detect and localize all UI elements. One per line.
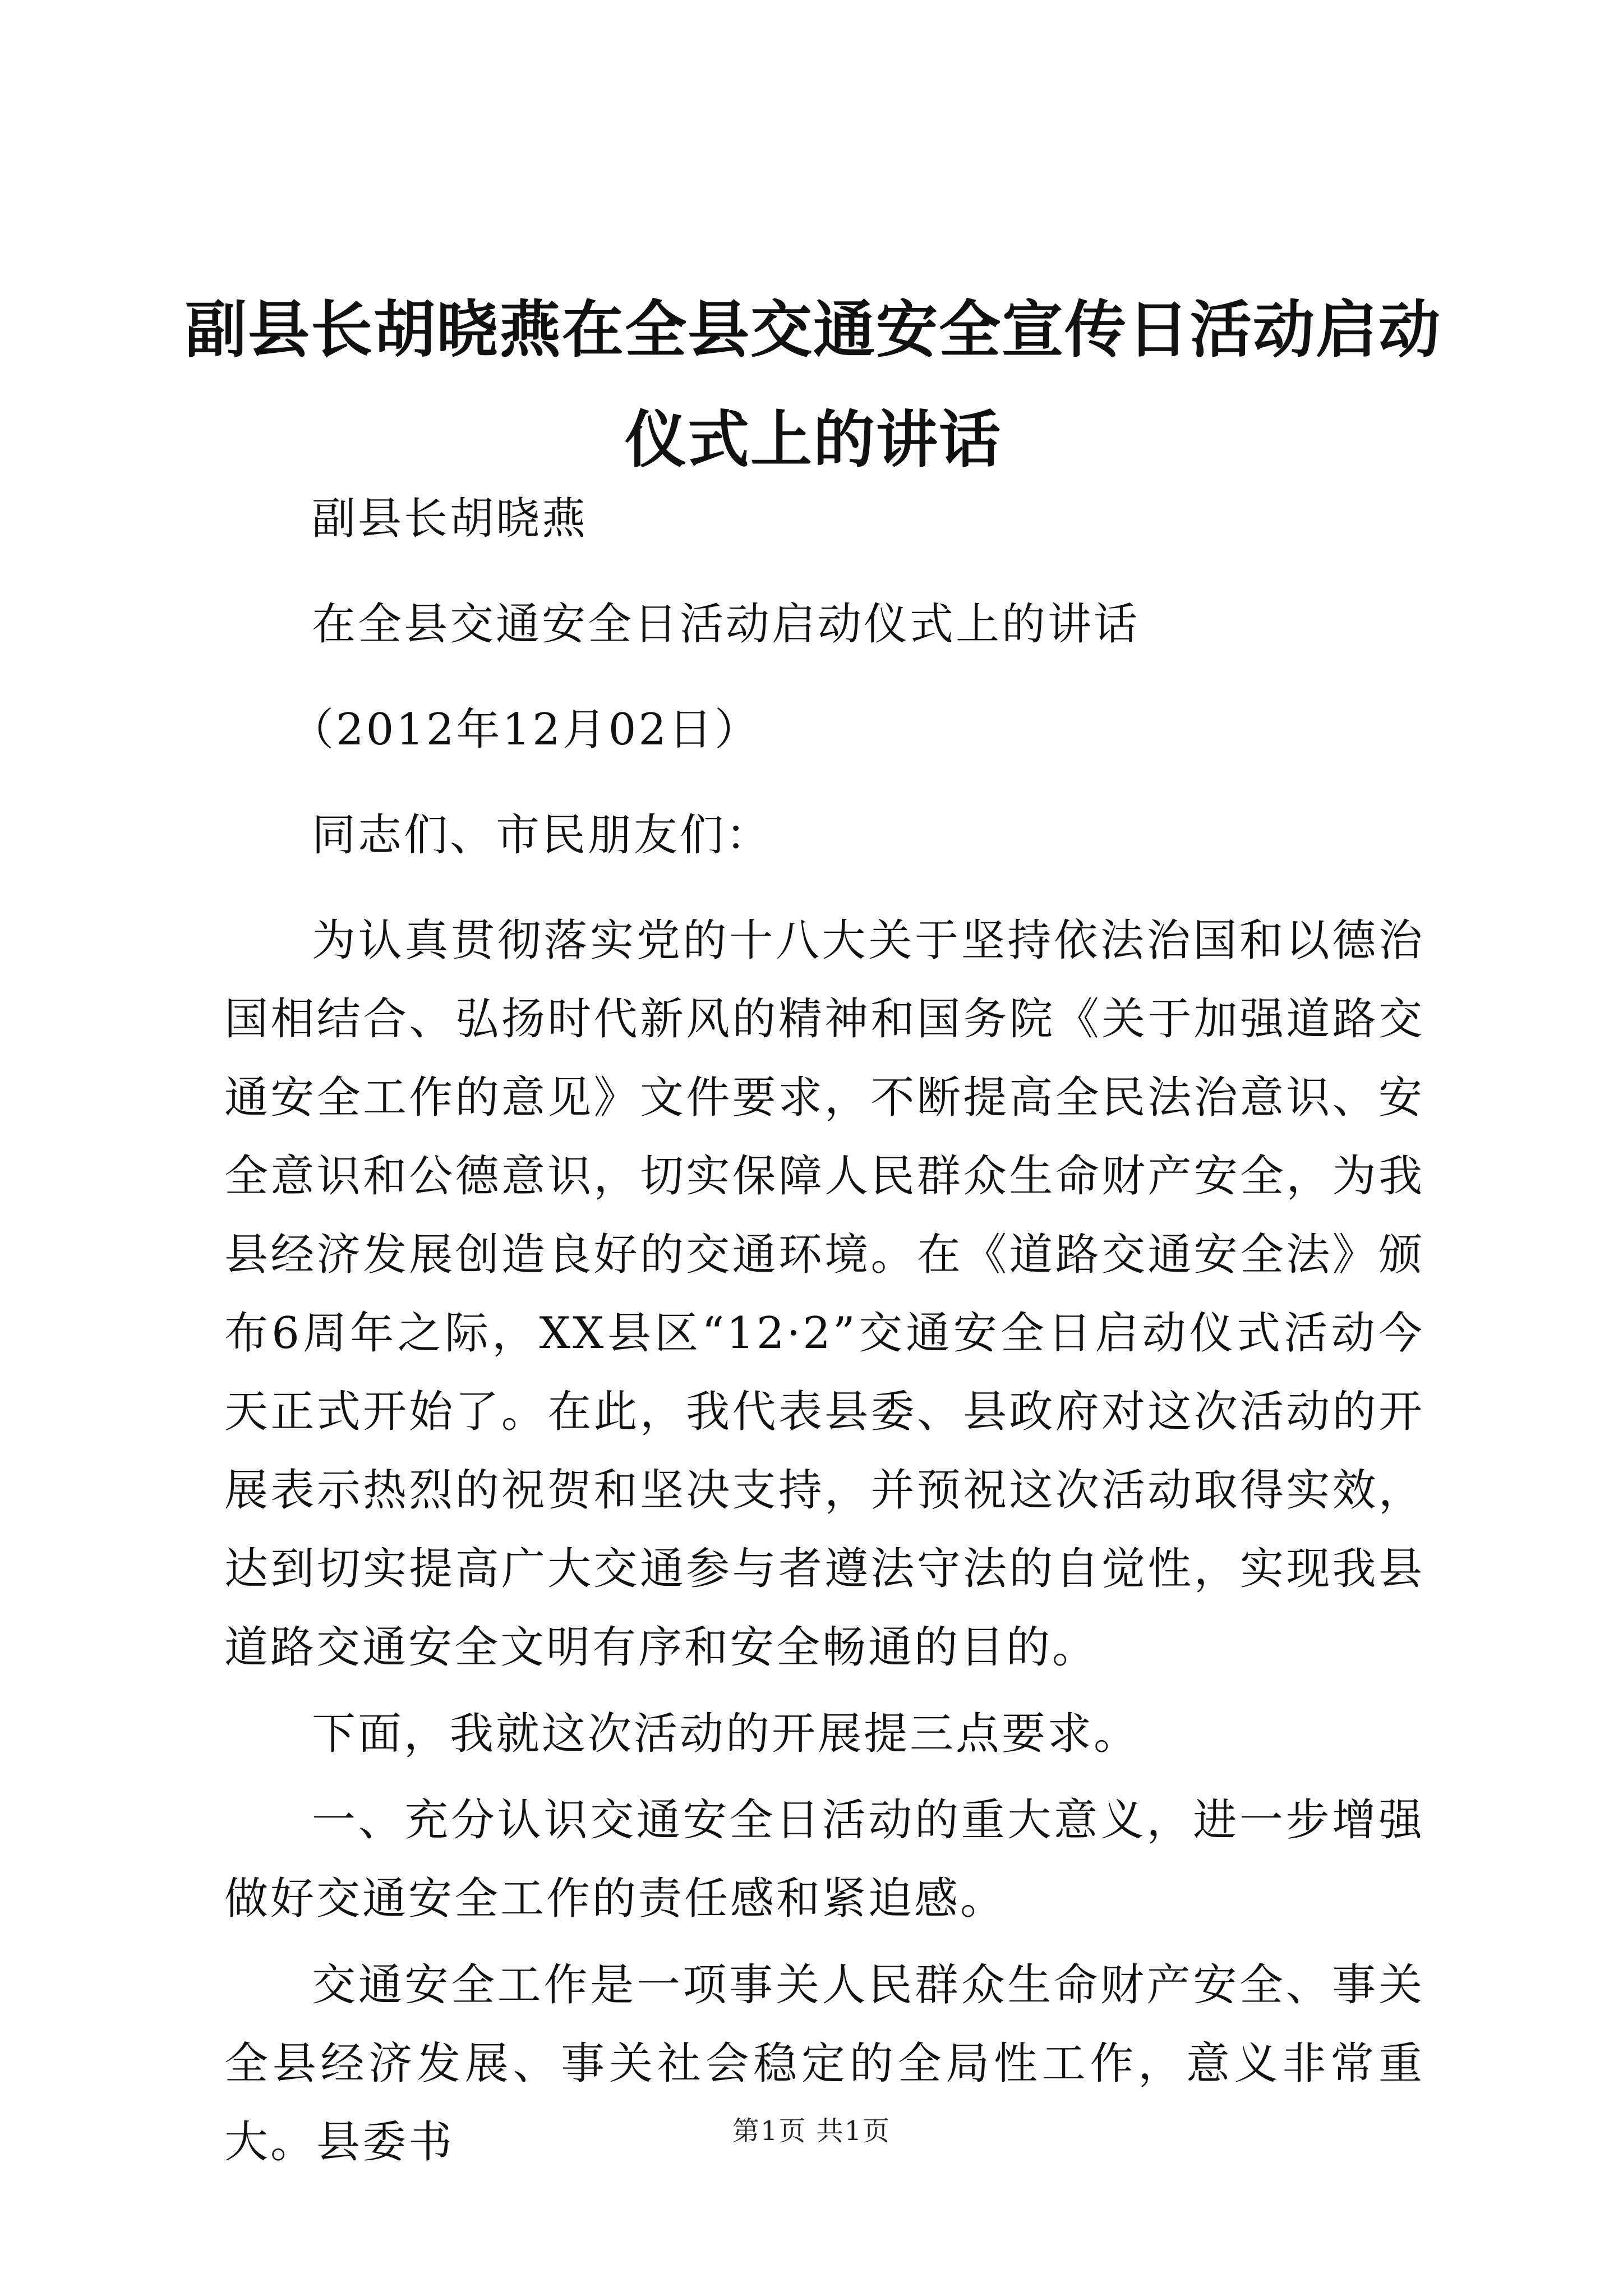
paragraph: 为认真贯彻落实党的十八大关于坚持依法治国和以德治国相结合、弘扬时代新风的精神和国务院《关于加强道路交通安全工作的意见》文件要求，不断提高全民法治意识、安全意识和公德意识，切实保障人民群众生命财产安全，为我县经济发展创造良好的交通环境。在《道路交通安全法》颁布6周年之际，XX县区“12·2”交通安全日启动仪式活动今天正式开始了。在此，我代表县委、县政府对这次活动的开展表示热烈的祝贺和坚决支持，并预祝这次活动取得实效，达到切实提高广大交通参与者遵法守法的自觉性，实现我县道路交通安全文明有序和安全畅通的目的。 xyxy=(224,915,1424,1673)
salutation: 同志们、市民朋友们： xyxy=(312,810,772,861)
paragraph: 交通安全工作是一项事关人民群众生命财产安全、事关全县经济发展、事关社会稳定的全局性工作，意义非常重大。县委书 xyxy=(224,1960,1424,2168)
page-number: 第1页 共1页 xyxy=(732,2115,891,2147)
document-title xyxy=(168,275,1458,495)
title-line-1: 副县长胡晓燕在全县交通安全宣传日活动启动 xyxy=(185,293,1441,366)
paragraph: 下面，我就这次活动的开展提三点要求。 xyxy=(312,1709,1140,1759)
speech-date: （2012年12月02日） xyxy=(290,705,761,755)
speaker-line: 副县长胡晓燕 xyxy=(312,494,588,544)
speech-subtitle: 在全县交通安全日活动启动仪式上的讲话 xyxy=(312,599,1140,650)
title-line-2: 仪式上的讲话 xyxy=(625,403,1002,476)
document-body xyxy=(224,480,1424,2189)
paragraph: 一、充分认识交通安全日活动的重大意义，进一步增强做好交通安全工作的责任感和紧迫感。 xyxy=(224,1795,1424,1924)
